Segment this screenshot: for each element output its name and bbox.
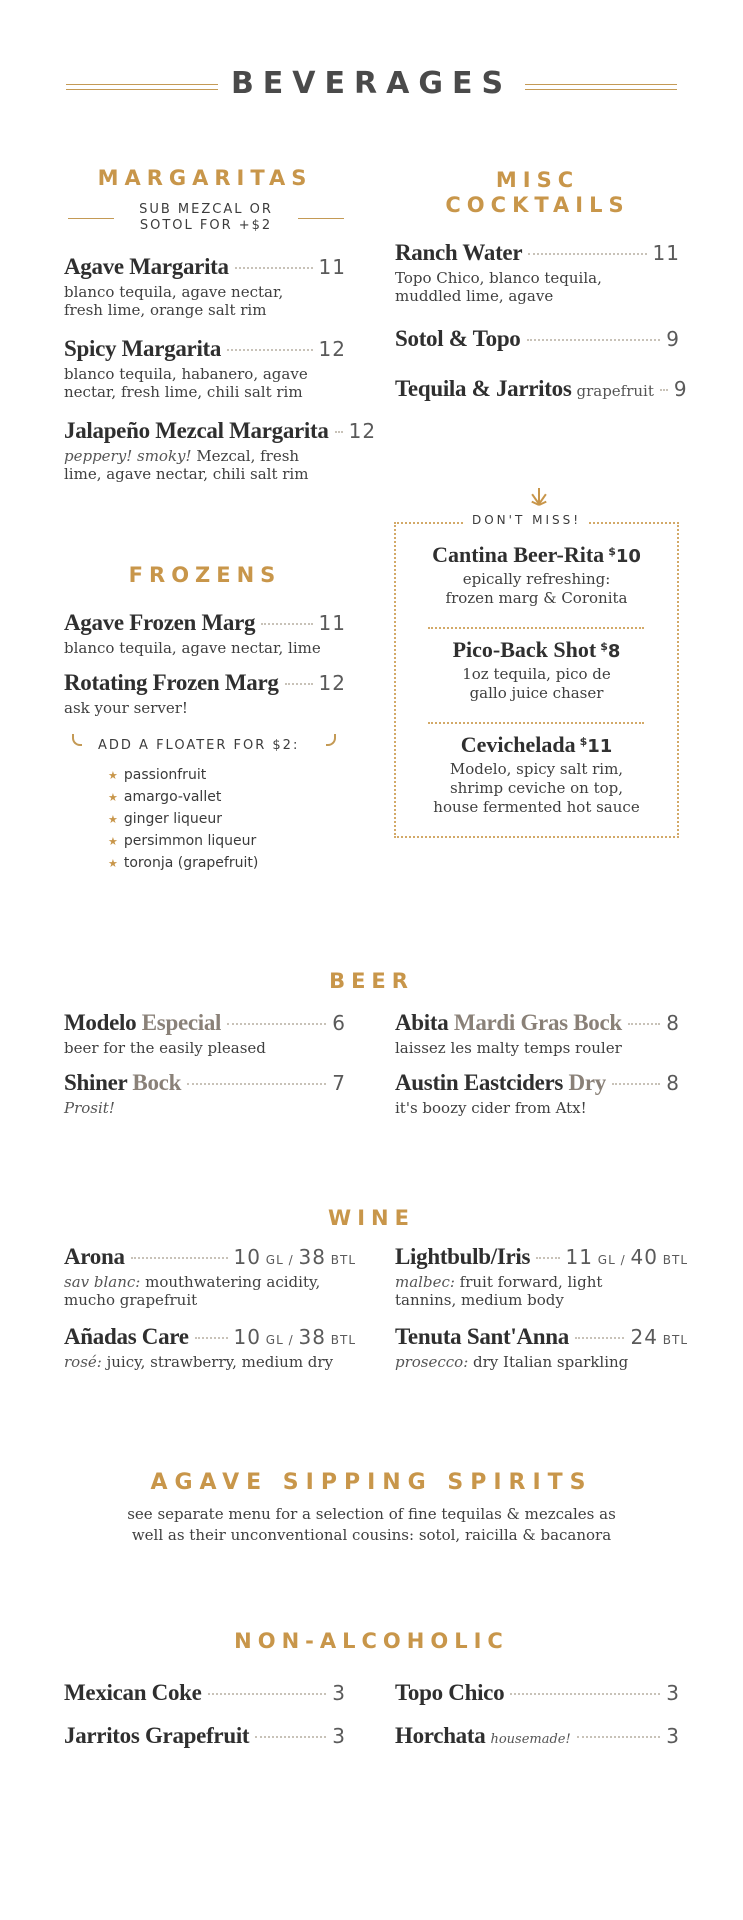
misc-heading-line-1: MISC	[495, 168, 580, 192]
item-desc	[64, 1273, 356, 1309]
item-desc	[64, 1353, 356, 1371]
leader-dots	[131, 1257, 228, 1259]
item-price: 11	[318, 611, 346, 635]
bottle-price: 24	[630, 1325, 658, 1349]
sub-note-line-1: SUB MEZCAL OR	[139, 202, 273, 217]
floater-heading: ADD A FLOATER FOR $2:	[98, 738, 300, 753]
desc-line: nectar, fresh lime, chili salt rim	[64, 383, 303, 401]
item-name: Lightbulb/Iris	[395, 1244, 531, 1269]
glass-price: 10	[233, 1325, 261, 1349]
desc-line: blanco tequila, agave nectar,	[64, 283, 284, 301]
featured-divider	[428, 627, 644, 629]
style: Especial	[141, 1010, 222, 1035]
leader-dots	[195, 1337, 228, 1339]
item-price: 6	[332, 1011, 346, 1035]
floater-label: toronja (grapefruit)	[123, 855, 259, 871]
item-price: 12	[318, 671, 346, 695]
menu-item-modelo-especial	[64, 1010, 346, 1057]
featured-price: $10	[608, 545, 641, 567]
leader-dots	[628, 1023, 660, 1025]
desc-line: Topo Chico, blanco tequila,	[395, 269, 602, 287]
desc-line: Modelo, spicy salt rim,	[449, 760, 624, 778]
item-price: 11	[318, 255, 346, 279]
desc-line	[395, 1353, 688, 1371]
item-price: 12	[348, 419, 377, 443]
featured-cevichelada	[396, 732, 677, 817]
item-name: Ranch Water	[395, 240, 523, 265]
wine-price	[234, 1245, 357, 1269]
floater-item	[108, 852, 258, 874]
item-price: 7	[332, 1071, 346, 1095]
floater-label: ginger liqueur	[123, 811, 223, 827]
item-desc	[64, 283, 346, 319]
menu-item-rotating-frozen-marg	[64, 670, 346, 717]
item-desc: it's boozy cider from Atx!	[395, 1099, 587, 1117]
floater-item	[108, 830, 258, 852]
item-price: 8	[666, 1011, 680, 1035]
desc-italic: peppery! smoky!	[64, 447, 192, 465]
floater-list	[108, 764, 258, 874]
menu-item-tenuta-santanna	[395, 1324, 688, 1371]
featured-desc	[396, 570, 677, 608]
frozens-heading: FROZENS	[128, 563, 282, 587]
desc-line: see separate menu for a selection of fine tequilas & mezcales as	[127, 1505, 616, 1523]
price-separator: /	[620, 1253, 626, 1267]
featured-price-value: 8	[607, 641, 621, 662]
glass-unit: GL	[597, 1253, 616, 1267]
desc-line: gallo juice chaser	[469, 684, 604, 702]
featured-name: Cantina Beer-Rita	[432, 542, 605, 567]
item-price: 8	[666, 1071, 680, 1095]
bottle-price: 40	[630, 1245, 658, 1269]
item-price: 3	[666, 1681, 680, 1705]
leader-dots	[660, 389, 668, 391]
item-price: 12	[318, 337, 346, 361]
desc-line: blanco tequila, agave nectar, lime	[64, 639, 321, 657]
wine-price	[630, 1325, 688, 1349]
menu-item-ranch-water	[395, 240, 680, 305]
star-icon: ★	[108, 791, 118, 804]
menu-item-arona	[64, 1244, 356, 1309]
featured-price-value: 11	[587, 736, 613, 757]
featured-desc	[396, 665, 677, 703]
varietal: sav blanc:	[64, 1273, 141, 1291]
bottle-unit: BTL	[662, 1333, 688, 1347]
floater-item	[108, 786, 258, 808]
brand: Modelo	[64, 1010, 137, 1035]
floater-item	[108, 764, 258, 786]
spirits-description	[0, 1504, 743, 1546]
desc-line: 1oz tequila, pico de	[462, 665, 611, 683]
style: Mardi Gras Bock	[453, 1010, 622, 1035]
item-name: Horchata	[395, 1723, 486, 1748]
desc-line: well as their unconventional cousins: sotol, raicilla & bacanora	[131, 1526, 612, 1544]
leader-dots	[510, 1693, 660, 1695]
sub-note-line-2: SOTOL FOR +$2	[139, 218, 273, 233]
desc-text: mouthwatering acidity,	[140, 1273, 321, 1291]
desc-text: Mezcal, fresh	[191, 447, 300, 465]
item-name	[64, 1070, 181, 1096]
desc-line: muddled lime, agave	[395, 287, 554, 305]
bottle-unit: BTL	[330, 1333, 356, 1347]
item-desc	[64, 699, 346, 717]
menu-item-abita-mardi-gras-bock	[395, 1010, 680, 1057]
desc-line	[64, 447, 346, 465]
featured-price: $11	[579, 735, 613, 757]
leader-dots	[536, 1257, 559, 1259]
leader-dots	[527, 339, 661, 341]
item-desc	[64, 365, 346, 401]
floater-hook-left-icon	[72, 734, 82, 746]
menu-item-lightbulb-iris	[395, 1244, 688, 1309]
margaritas-sub-rule-left	[68, 218, 114, 219]
price-separator: /	[288, 1253, 294, 1267]
item-price: 3	[332, 1681, 346, 1705]
beer-heading: BEER	[329, 969, 414, 993]
leader-dots	[261, 623, 312, 625]
desc-line: shrimp ceviche on top,	[449, 779, 624, 797]
desc-text: fruit forward, light	[454, 1273, 603, 1291]
brand: Austin Eastciders	[395, 1070, 564, 1095]
desc-text: juicy, strawberry, medium dry	[101, 1353, 334, 1371]
item-desc	[64, 639, 346, 657]
leader-dots	[577, 1736, 661, 1738]
item-desc: beer for the easily pleased	[64, 1039, 266, 1057]
featured-name: Pico-Back Shot	[452, 637, 597, 662]
item-name: Rotating Frozen Marg	[64, 670, 279, 695]
item-name: Spicy Margarita	[64, 336, 222, 361]
menu-item-spicy-margarita	[64, 336, 346, 401]
desc-line: tannins, medium body	[395, 1291, 564, 1309]
style: Bock	[132, 1070, 182, 1095]
desc-line: house fermented hot sauce	[433, 798, 640, 816]
item-desc	[395, 269, 680, 305]
note-text: housemade!	[490, 1732, 571, 1747]
glass-unit: GL	[265, 1253, 284, 1267]
star-icon: ★	[108, 769, 118, 782]
bottle-price: 38	[298, 1245, 326, 1269]
floater-label: persimmon liqueur	[123, 833, 257, 849]
desc-line: epically refreshing:	[462, 570, 611, 588]
style: Dry	[568, 1070, 606, 1095]
desc-line: mucho grapefruit	[64, 1291, 198, 1309]
featured-pico-back-shot	[396, 637, 677, 703]
item-note	[490, 1732, 570, 1747]
item-name	[395, 1070, 606, 1096]
menu-item-tequila-jarritos	[395, 376, 688, 402]
desc-line: fresh lime, orange salt rim	[64, 301, 267, 319]
brand: Abita	[395, 1010, 449, 1035]
item-name: Sotol & Topo	[395, 326, 521, 351]
desc-line	[395, 1273, 688, 1291]
floater-item	[108, 808, 258, 830]
non-alcoholic-heading: NON-ALCOHOLIC	[234, 1629, 509, 1653]
star-icon: ★	[108, 835, 118, 848]
item-desc	[395, 1353, 688, 1371]
menu-item-sotol-topo	[395, 326, 680, 352]
item-name: Tenuta Sant'Anna	[395, 1324, 569, 1349]
floater-label: passionfruit	[123, 767, 207, 783]
brand: Shiner	[64, 1070, 127, 1095]
leader-dots	[187, 1083, 326, 1085]
menu-item-topo-chico	[395, 1680, 680, 1706]
featured-cantina-beer-rita	[396, 542, 677, 608]
item-desc	[64, 447, 346, 483]
menu-item-agave-frozen-marg	[64, 610, 346, 657]
leader-dots	[235, 267, 313, 269]
featured-desc	[396, 760, 677, 817]
desc-line	[64, 1353, 356, 1371]
item-note: grapefruit	[576, 382, 654, 400]
item-name	[64, 1010, 221, 1036]
leader-dots	[575, 1337, 625, 1339]
varietal: rosé:	[64, 1353, 102, 1371]
desc-line: frozen marg & Coronita	[445, 589, 628, 607]
item-name: Tequila & Jarritos	[395, 376, 572, 401]
margaritas-sub-note	[120, 202, 292, 234]
menu-item-jalapeno-mezcal-margarita	[64, 418, 377, 483]
menu-item-anadas-care	[64, 1324, 356, 1371]
desc-line: lime, agave nectar, chili salt rim	[64, 465, 309, 483]
bottle-unit: BTL	[330, 1253, 356, 1267]
misc-cocktails-heading	[395, 168, 680, 218]
margaritas-heading: MARGARITAS	[97, 166, 313, 190]
floater-hook-right-icon	[326, 734, 336, 746]
sparkle-icon	[534, 488, 544, 508]
spirits-heading: AGAVE SIPPING SPIRITS	[150, 1470, 593, 1495]
glass-price: 10	[233, 1245, 261, 1269]
menu-item-jarritos-grapefruit	[64, 1723, 346, 1749]
menu-item-mexican-coke	[64, 1680, 346, 1706]
star-icon: ★	[108, 813, 118, 826]
item-price: 3	[332, 1724, 346, 1748]
wine-heading: WINE	[328, 1206, 415, 1230]
item-desc: laissez les malty temps rouler	[395, 1039, 622, 1057]
leader-dots	[227, 1023, 326, 1025]
item-price: 9	[673, 377, 688, 401]
item-name: Agave Margarita	[64, 254, 229, 279]
leader-dots	[285, 683, 313, 685]
item-price: 11	[652, 241, 680, 265]
item-name: Jalapeño Mezcal Margarita	[64, 418, 329, 443]
margaritas-sub-rule-right	[298, 218, 344, 219]
item-name: Mexican Coke	[64, 1680, 202, 1705]
varietal: malbec:	[395, 1273, 455, 1291]
menu-item-shiner-bock	[64, 1070, 346, 1117]
item-price: 3	[666, 1724, 680, 1748]
desc-line: blanco tequila, habanero, agave	[64, 365, 308, 383]
leader-dots	[255, 1736, 326, 1738]
desc-line	[64, 1273, 356, 1291]
desc-text: dry Italian sparkling	[468, 1353, 629, 1371]
bottle-unit: BTL	[662, 1253, 688, 1267]
item-name: Topo Chico	[395, 1680, 505, 1705]
item-name	[395, 1010, 622, 1036]
glass-unit: GL	[265, 1333, 284, 1347]
leader-dots	[612, 1083, 660, 1085]
bottle-price: 38	[298, 1325, 326, 1349]
desc-italic: Prosit!	[64, 1099, 115, 1117]
leader-dots	[335, 431, 343, 433]
floater-label: amargo-vallet	[123, 789, 222, 805]
item-price: 9	[666, 327, 680, 351]
featured-divider	[428, 722, 644, 724]
item-name: Jarritos Grapefruit	[64, 1723, 250, 1748]
wine-price	[566, 1245, 689, 1269]
item-name: Arona	[64, 1244, 125, 1269]
menu-item-austin-eastciders-dry	[395, 1070, 680, 1117]
menu-item-agave-margarita	[64, 254, 346, 319]
item-name: Agave Frozen Marg	[64, 610, 256, 635]
misc-heading-line-2: COCKTAILS	[445, 193, 630, 217]
wine-price	[234, 1325, 357, 1349]
item-name: Añadas Care	[64, 1324, 189, 1349]
featured-price: $8	[600, 640, 621, 662]
price-separator: /	[288, 1333, 294, 1347]
dont-miss-label: DON'T MISS!	[464, 513, 589, 527]
leader-dots	[208, 1693, 327, 1695]
item-desc	[64, 1099, 346, 1117]
item-desc	[395, 1273, 688, 1309]
leader-dots	[227, 349, 312, 351]
desc-line: ask your server!	[64, 699, 188, 717]
menu-item-horchata	[395, 1723, 680, 1749]
glass-price: 11	[565, 1245, 593, 1269]
leader-dots	[528, 253, 646, 255]
star-icon: ★	[108, 857, 118, 870]
varietal: prosecco:	[395, 1353, 469, 1371]
featured-name: Cevichelada	[460, 732, 576, 757]
featured-price-value: 10	[615, 546, 641, 567]
page-title: BEVERAGES	[230, 66, 513, 101]
